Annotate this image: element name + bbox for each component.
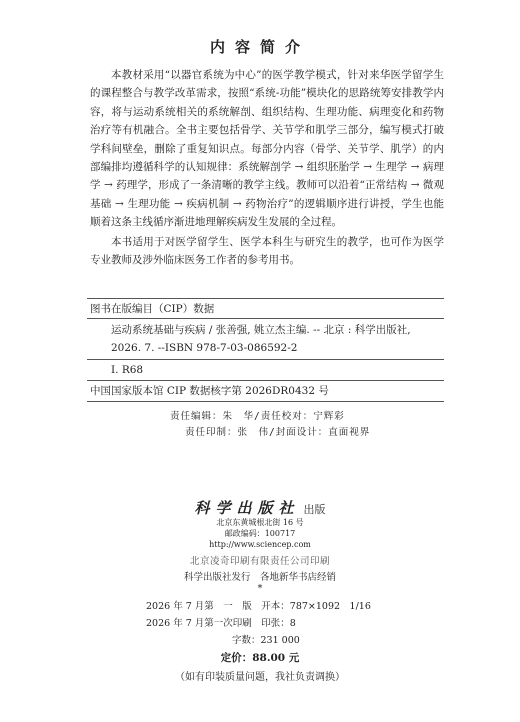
separator-star: *	[257, 583, 263, 594]
intro-paragraph-2: 本书适用于对医学留学生、医学本科生与研究生的教学，也可作为医学专业教师及涉外临床医务工作者的参考用书。	[90, 236, 444, 267]
credits-line-2: 责任印制：张 伟/封面设计：直面视界	[185, 427, 371, 438]
quality-notice: （如有印装质量问题，我社负责调换）	[175, 672, 345, 683]
cip-block	[90, 300, 444, 318]
distribution-line: 科学出版社发行 各地新华书店经销	[183, 572, 336, 583]
page-title: 内容简介	[209, 38, 310, 56]
publisher-suffix: 出版	[303, 503, 326, 516]
cip-heading: 图书在版编目（CIP）数据	[90, 303, 215, 315]
spec-edition: 2026 年 7 月第 一 版 开本：787×1092 1/16	[146, 601, 371, 612]
cip-line-title: 运动系统基础与疾病 / 张善强, 姚立杰主编. -- 北京 : 科学出版社,	[111, 324, 411, 336]
cip-line-isbn: 2026. 7. --ISBN 978-7-03-086592-2	[111, 342, 298, 354]
cip-classification	[90, 361, 444, 379]
cip-bottom-rule	[87, 401, 444, 402]
cip-line-number: 中国国家版本馆 CIP 数据核字第 2026DR0432 号	[90, 385, 329, 397]
publisher-address: 北京东黄城根北街 16 号	[216, 518, 304, 527]
spec-wordcount: 字数：231 000	[232, 635, 300, 646]
cip-low-rule	[87, 380, 444, 381]
cip-verification	[90, 382, 444, 400]
cip-mid-rule	[87, 359, 444, 360]
publisher-website: http://www.sciencep.com	[209, 540, 311, 549]
publisher-postcode: 邮政编码：100717	[224, 529, 296, 538]
cip-line-class: Ⅰ. R68	[111, 364, 144, 376]
intro-paragraph-1: 本教材采用“以器官系统为中心”的医学教学模式，针对来华医学留学生的课程整合与教学改革需求，按照“系统-功能”模块化的思路统筹安排教学内容，将与运动系统相关的系统解剖、组织结构、生理功能、病理变化和药物治疗等有机融合。全书主要包括骨学、关节学和肌学三部分，编写模式打破学科间壁垒，删除了重复知识点。每部分内容（骨学、关节学、肌学）的内部编排均遵循科学的认知规律：系统解剖学 → 组织胚胎学 → 生理学 → 病理学 → 药理学，形成了一条清晰的教学主线。教师可以沿着“正常结构 → 微观基础 → 生理功能 → 疾病机制 → 药物治疗”的逻辑顺序进行讲授，学生也能顺着这条主线循序渐进地理解疾病发生发展的全过程。	[90, 69, 444, 229]
publisher-logo: 科学出版社	[194, 499, 300, 517]
publisher-line	[0, 497, 520, 518]
cip-record	[90, 321, 444, 357]
cip-heading-rule	[87, 318, 444, 319]
printer-line: 北京凌奇印刷有限责任公司印刷	[189, 556, 330, 567]
cip-top-rule	[87, 298, 444, 299]
credits-line-1: 责任编辑：朱 华/责任校对：宁辉彩	[170, 411, 345, 422]
spec-printing: 2026 年 7 月第一次印刷 印张：8	[146, 618, 296, 629]
price: 定价：88.00 元	[220, 652, 300, 664]
